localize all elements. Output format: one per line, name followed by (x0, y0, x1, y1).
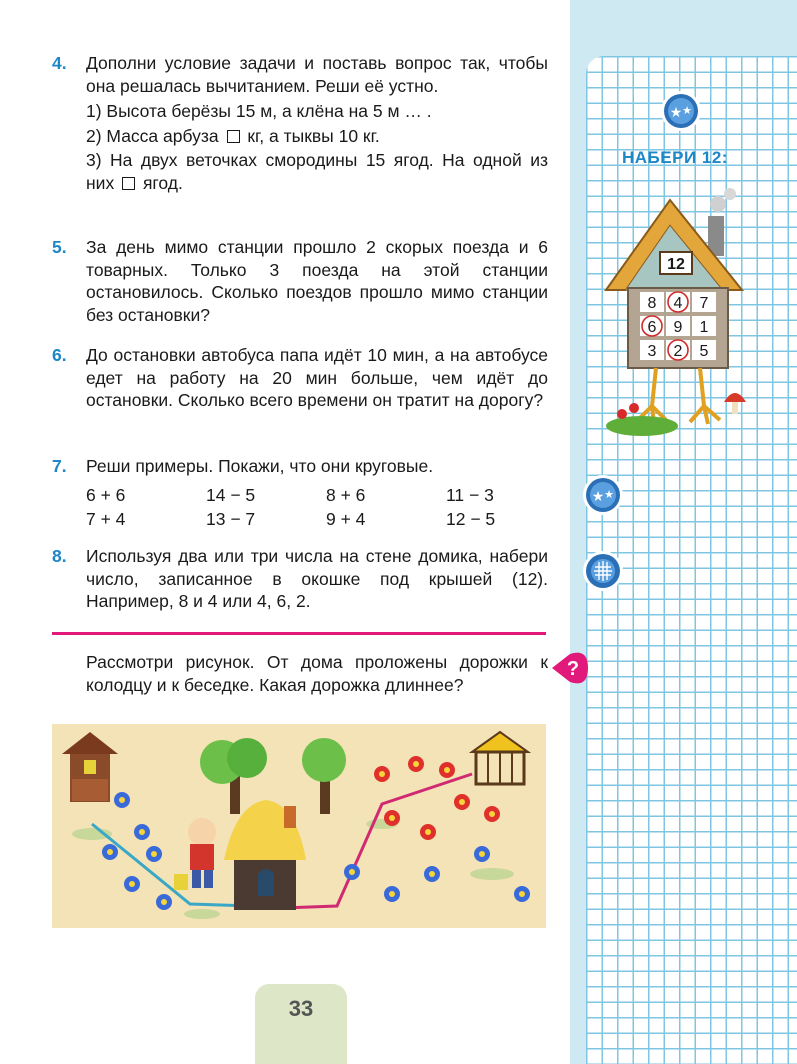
hut-illustration (602, 186, 760, 438)
grid-icon (582, 550, 624, 592)
sidebar-title: НАБЕРИ 12: (622, 148, 728, 167)
example: 9 + 4 (326, 509, 366, 529)
task-text: Используя два или три числа на стене домика, набери число, записанное в окошке под крышей (12). Например, 8 и 4 или 4, 6, 2. (86, 546, 548, 611)
task-6 (52, 344, 548, 412)
task-number: 8. (52, 546, 67, 566)
svg-text:?: ? (566, 658, 580, 680)
svg-text:4: 4 (673, 295, 683, 312)
section-divider (52, 632, 546, 635)
blank-box-icon (227, 130, 240, 143)
svg-text:1: 1 (699, 319, 709, 336)
question-text: Рассмотри рисунок. От дома проложены дорожки к колодцу и к беседке. Какая дорожка длиннее? (86, 652, 548, 695)
svg-text:3: 3 (647, 343, 657, 360)
svg-text:2: 2 (673, 343, 683, 360)
task-7 (52, 455, 548, 531)
task-text: Дополни условие задачи и поставь вопрос так, чтобы она решалась вычитанием. Реши её устно. (86, 53, 548, 96)
task-number: 5. (52, 237, 67, 257)
question-mark-icon (548, 648, 588, 688)
stars-icon (660, 90, 702, 132)
example: 7 + 4 (86, 509, 126, 529)
task-4 (52, 52, 548, 194)
page-number: 33 (255, 984, 347, 1064)
examples-grid (86, 484, 548, 531)
svg-text:★: ★ (682, 105, 692, 117)
svg-text:8: 8 (647, 295, 657, 312)
svg-text:6: 6 (647, 319, 657, 336)
example: 14 − 5 (206, 484, 256, 505)
task-item: 3) На двух веточках смородины 15 ягод. На одной из них ягод. (86, 150, 548, 193)
svg-text:★: ★ (591, 488, 605, 504)
task-number: 6. (52, 345, 67, 365)
example: 6 + 6 (86, 484, 126, 505)
svg-text:★: ★ (604, 489, 614, 501)
task-item: 1) Высота берёзы 15 м, а клёна на 5 м … . (86, 101, 432, 121)
svg-text:12: 12 (667, 256, 685, 273)
blank-box-icon (122, 177, 135, 190)
task-text: До остановки автобуса папа идёт 10 мин, а на автобусе едет на работу на 20 мин больше, чем идёт до остановки. Сколько всего времени он тратит на дорогу? (86, 345, 548, 410)
svg-text:★: ★ (669, 104, 683, 120)
task-text: Реши примеры. Покажи, что они круговые. (86, 456, 434, 476)
svg-text:7: 7 (699, 295, 709, 312)
svg-text:5: 5 (699, 343, 709, 360)
example: 8 + 6 (326, 484, 366, 505)
example: 11 − 3 (446, 484, 494, 505)
task-number: 4. (52, 53, 67, 73)
example: 13 − 7 (206, 509, 256, 529)
svg-text:9: 9 (673, 319, 683, 336)
example: 12 − 5 (446, 509, 496, 529)
task-5 (52, 236, 548, 326)
task-item: 2) Масса арбуза кг, а тыквы 10 кг. (86, 125, 380, 146)
stars-icon (582, 474, 624, 516)
task-8 (52, 545, 548, 613)
task-text: За день мимо станции прошло 2 скорых поезда и 6 товарных. Только 3 поезда на этой станции остановилось. Сколько поездов прошло мимо станции без остановки? (86, 237, 548, 325)
paths-illustration (52, 724, 546, 928)
task-number: 7. (52, 456, 67, 476)
